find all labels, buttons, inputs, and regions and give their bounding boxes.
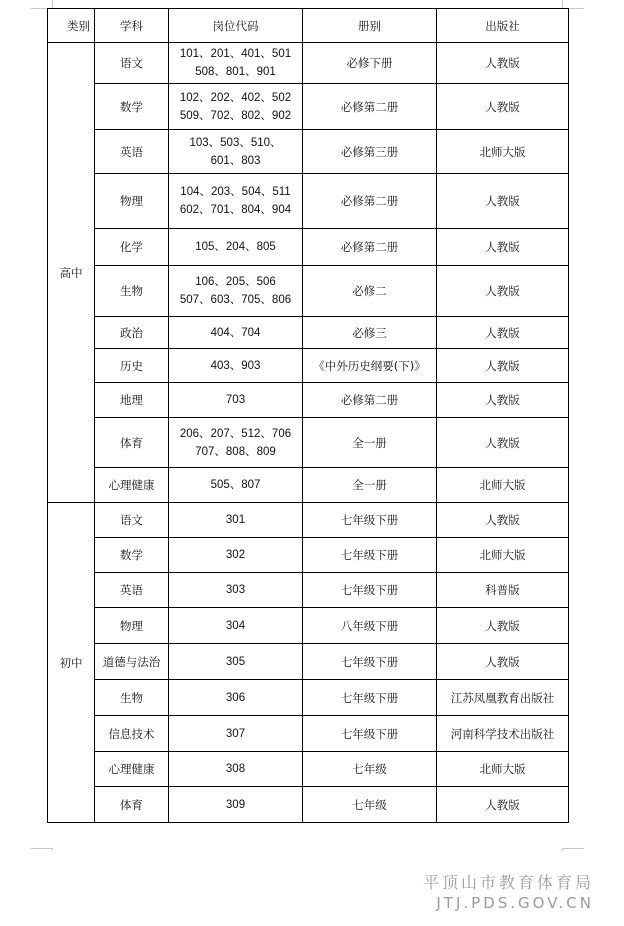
subject-cell: 信息技术 xyxy=(95,716,169,752)
post-code-line: 307 xyxy=(225,727,246,740)
subject-cell: 心理健康 xyxy=(95,468,169,503)
category-cell: 高中 xyxy=(48,43,95,503)
textbook-table xyxy=(47,8,569,823)
post-code-line: 306 xyxy=(225,691,246,704)
post-code-line: 301 xyxy=(225,514,246,526)
post-code-cell xyxy=(169,716,303,752)
post-code-line: 601、803 xyxy=(210,154,261,167)
subject-cell: 数学 xyxy=(95,84,169,130)
watermark-org: 平顶山市教育体育局 xyxy=(422,873,594,892)
post-code-line: 505、807 xyxy=(210,479,261,491)
post-code-line: 507、603、705、806 xyxy=(179,294,292,306)
table-row xyxy=(48,317,569,349)
publisher-cell: 北师大版 xyxy=(437,538,569,573)
subject-cell: 政治 xyxy=(95,317,169,349)
table-row xyxy=(48,468,569,503)
table-row xyxy=(48,84,569,130)
volume-cell: 七年级 xyxy=(303,787,437,823)
publisher-cell: 人教版 xyxy=(437,644,569,680)
post-code-cell xyxy=(169,266,303,317)
volume-cell: 七年级下册 xyxy=(303,503,437,538)
table-row xyxy=(48,752,569,787)
table-row xyxy=(48,573,569,608)
table-row xyxy=(48,130,569,174)
publisher-cell: 江苏凤凰教育出版社 xyxy=(437,680,569,716)
crop-mark-top-left-v xyxy=(52,0,53,8)
table-row xyxy=(48,538,569,573)
post-code-cell xyxy=(169,349,303,383)
post-code-line: 403、903 xyxy=(210,359,261,372)
volume-cell: 七年级下册 xyxy=(303,680,437,716)
volume-cell: 必修二 xyxy=(303,266,437,317)
publisher-cell: 人教版 xyxy=(437,317,569,349)
subject-cell: 英语 xyxy=(95,573,169,608)
publisher-cell: 北师大版 xyxy=(437,130,569,174)
post-code-line: 102、202、402、502 xyxy=(179,91,292,104)
post-code-cell xyxy=(169,503,303,538)
volume-cell: 必修下册 xyxy=(303,43,437,84)
table-row xyxy=(48,229,569,266)
post-code-cell xyxy=(169,383,303,418)
publisher-cell: 人教版 xyxy=(437,84,569,130)
crop-mark-top-right-v xyxy=(562,0,563,8)
post-code-cell xyxy=(169,680,303,716)
volume-cell: 七年级下册 xyxy=(303,573,437,608)
post-code-line: 103、503、510、 xyxy=(189,136,282,149)
post-code-line: 105、204、805 xyxy=(195,241,276,253)
post-code-line: 707、808、809 xyxy=(195,445,276,458)
header-category: 类别 xyxy=(48,9,95,43)
subject-cell: 地理 xyxy=(95,383,169,418)
post-code-line: 602、701、804、904 xyxy=(179,204,292,216)
publisher-cell: 河南科学技术出版社 xyxy=(437,716,569,752)
post-code-cell xyxy=(169,573,303,608)
header-volume: 册别 xyxy=(303,9,437,43)
table-row xyxy=(48,716,569,752)
subject-cell: 体育 xyxy=(95,787,169,823)
volume-cell: 必修第二册 xyxy=(303,174,437,229)
post-code-line: 304 xyxy=(225,619,246,632)
post-code-cell xyxy=(169,787,303,823)
post-code-line: 309 xyxy=(225,798,246,811)
post-code-cell xyxy=(169,43,303,84)
header-row xyxy=(48,9,569,43)
crop-mark-bottom-right-h xyxy=(563,848,584,849)
table-row xyxy=(48,680,569,716)
post-code-line: 509、702、802、902 xyxy=(179,109,292,122)
subject-cell: 数学 xyxy=(95,538,169,573)
volume-cell: 八年级下册 xyxy=(303,608,437,644)
table-row xyxy=(48,608,569,644)
subject-cell: 生物 xyxy=(95,680,169,716)
publisher-cell: 北师大版 xyxy=(437,468,569,503)
post-code-cell xyxy=(169,229,303,266)
post-code-cell xyxy=(169,644,303,680)
post-code-cell xyxy=(169,752,303,787)
crop-mark-bottom-left-h xyxy=(31,848,52,849)
volume-cell: 七年级下册 xyxy=(303,716,437,752)
publisher-cell: 人教版 xyxy=(437,229,569,266)
volume-cell: 《中外历史纲要(下)》 xyxy=(303,349,437,383)
volume-cell: 必修第二册 xyxy=(303,229,437,266)
subject-cell: 道德与法治 xyxy=(95,644,169,680)
subject-cell: 物理 xyxy=(95,608,169,644)
post-code-line: 106、205、506 xyxy=(195,276,276,288)
post-code-line: 206、207、512、706 xyxy=(179,427,292,440)
watermark-url: JTJ.PDS.GOV.CN xyxy=(436,894,594,912)
header-post-code: 岗位代码 xyxy=(169,9,303,43)
table-row xyxy=(48,644,569,680)
post-code-line: 308 xyxy=(225,763,246,775)
subject-cell: 生物 xyxy=(95,266,169,317)
publisher-cell: 人教版 xyxy=(437,787,569,823)
table-row xyxy=(48,174,569,229)
header-subject: 学科 xyxy=(95,9,169,43)
post-code-line: 703 xyxy=(225,394,246,406)
table-row xyxy=(48,266,569,317)
table-row xyxy=(48,349,569,383)
subject-cell: 体育 xyxy=(95,418,169,468)
post-code-line: 303 xyxy=(225,584,246,596)
table-row xyxy=(48,43,569,84)
subject-cell: 历史 xyxy=(95,349,169,383)
post-code-line: 101、201、401、501 xyxy=(179,48,292,60)
volume-cell: 七年级 xyxy=(303,752,437,787)
volume-cell: 全一册 xyxy=(303,468,437,503)
publisher-cell: 人教版 xyxy=(437,503,569,538)
crop-mark-bottom-right-v xyxy=(562,848,563,851)
post-code-cell xyxy=(169,317,303,349)
publisher-cell: 人教版 xyxy=(437,418,569,468)
post-code-line: 302 xyxy=(225,549,246,561)
publisher-cell: 人教版 xyxy=(437,608,569,644)
publisher-cell: 人教版 xyxy=(437,383,569,418)
volume-cell: 必修第二册 xyxy=(303,84,437,130)
subject-cell: 化学 xyxy=(95,229,169,266)
post-code-cell xyxy=(169,130,303,174)
post-code-cell xyxy=(169,608,303,644)
volume-cell: 七年级下册 xyxy=(303,644,437,680)
publisher-cell: 人教版 xyxy=(437,174,569,229)
post-code-line: 305 xyxy=(225,655,246,668)
table-row xyxy=(48,418,569,468)
table-row xyxy=(48,787,569,823)
post-code-cell xyxy=(169,538,303,573)
volume-cell: 必修第二册 xyxy=(303,383,437,418)
volume-cell: 必修第三册 xyxy=(303,130,437,174)
header-publisher: 出版社 xyxy=(437,9,569,43)
post-code-cell xyxy=(169,468,303,503)
subject-cell: 心理健康 xyxy=(95,752,169,787)
volume-cell: 必修三 xyxy=(303,317,437,349)
subject-cell: 语文 xyxy=(95,503,169,538)
subject-cell: 英语 xyxy=(95,130,169,174)
publisher-cell: 北师大版 xyxy=(437,752,569,787)
subject-cell: 物理 xyxy=(95,174,169,229)
post-code-line: 508、801、901 xyxy=(195,66,276,78)
post-code-line: 404、704 xyxy=(210,326,261,339)
crop-mark-bottom-left-v xyxy=(52,848,53,851)
volume-cell: 全一册 xyxy=(303,418,437,468)
volume-cell: 七年级下册 xyxy=(303,538,437,573)
publisher-cell: 人教版 xyxy=(437,349,569,383)
table-row xyxy=(48,383,569,418)
subject-cell: 语文 xyxy=(95,43,169,84)
watermark xyxy=(423,870,594,912)
post-code-line: 104、203、504、511 xyxy=(180,186,291,198)
post-code-cell xyxy=(169,84,303,130)
category-cell: 初中 xyxy=(48,503,95,823)
publisher-cell: 人教版 xyxy=(437,266,569,317)
publisher-cell: 人教版 xyxy=(437,43,569,84)
publisher-cell: 科普版 xyxy=(437,573,569,608)
post-code-cell xyxy=(169,418,303,468)
table-row xyxy=(48,503,569,538)
post-code-cell xyxy=(169,174,303,229)
